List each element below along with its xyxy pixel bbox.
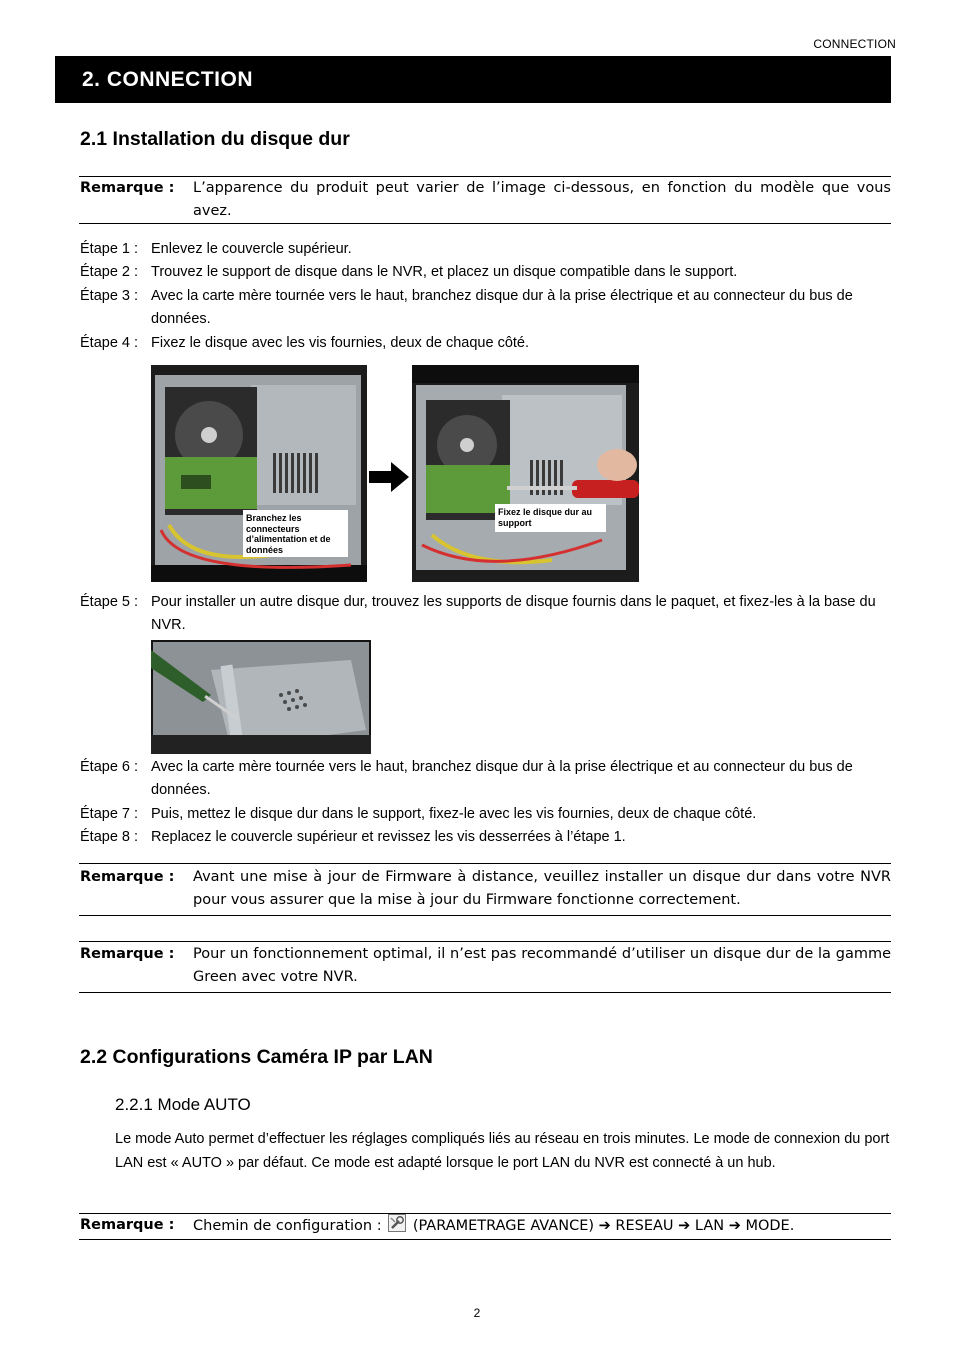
photo-bracket-install bbox=[151, 640, 371, 754]
step-number: Étape 4 : bbox=[80, 335, 139, 351]
step-text: Avec la carte mère tournée vers le haut, branchez disque dur à la prise électrique et au connecteur du bus de données. bbox=[151, 759, 853, 798]
note-appearance bbox=[79, 176, 891, 224]
arrow-right-icon bbox=[369, 462, 409, 492]
step-number: Étape 3 : bbox=[80, 288, 139, 304]
page-number: 2 bbox=[473, 1306, 481, 1320]
note-text: L’apparence du produit peut varier de l’image ci-dessous, en fonction du modèle que vous avez. bbox=[193, 180, 891, 219]
photo-hdd-screwing-illustration bbox=[412, 365, 639, 582]
note-label: Remarque : bbox=[80, 1217, 175, 1233]
step-number: Étape 1 : bbox=[80, 241, 139, 257]
step-text: Pour installer un autre disque dur, trouvez les supports de disque fournis dans le paquet, et fixez-les à la base du NVR. bbox=[151, 594, 876, 633]
note-label: Remarque : bbox=[80, 946, 175, 962]
chapter-banner bbox=[55, 56, 891, 103]
photo-bracket-illustration bbox=[151, 640, 371, 754]
note-firmware bbox=[79, 863, 891, 916]
step-5 bbox=[80, 591, 890, 637]
callout-connectors: Branchez les connecteurs d’alimentation et de données bbox=[243, 510, 348, 557]
step-3 bbox=[80, 285, 890, 331]
settings-tool-icon bbox=[388, 1214, 406, 1232]
config-path-prefix: Chemin de configuration : bbox=[193, 1218, 382, 1234]
subsection-title: 2.2.1 Mode AUTO bbox=[115, 1095, 251, 1114]
note-text: Avant une mise à jour de Firmware à distance, veuillez installer un disque dur dans votre NVR pour vous assurer que la mise à jour du Firmware fonctionne correctement. bbox=[193, 869, 891, 908]
step-text: Fixez le disque avec les vis fournies, deux de chaque côté. bbox=[151, 335, 530, 351]
photo-hdd-screwing bbox=[412, 365, 639, 582]
note-green-hdd bbox=[79, 941, 891, 993]
step-7 bbox=[80, 803, 890, 826]
config-path bbox=[193, 1214, 891, 1238]
note-label: Remarque : bbox=[80, 180, 175, 196]
step-2 bbox=[80, 261, 890, 284]
auto-mode-paragraph: Le mode Auto permet d’effectuer les réglages compliqués liés au réseau en trois minutes. Le mode de connexion du port LAN est « AUTO » par défaut. Ce mode est adapté lorsque le port LAN du NVR est connecté à un hub. bbox=[115, 1131, 890, 1171]
step-text: Replacez le couvercle supérieur et revissez les vis desserrées à l’étape 1. bbox=[151, 829, 626, 845]
step-number: Étape 6 : bbox=[80, 759, 139, 775]
section-title-lan: 2.2 Configurations Caméra IP par LAN bbox=[80, 1046, 433, 1068]
step-text: Enlevez le couvercle supérieur. bbox=[151, 241, 352, 257]
config-path-advanced: (PARAMETRAGE AVANCE) bbox=[412, 1218, 595, 1234]
step-number: Étape 7 : bbox=[80, 806, 139, 822]
running-head: CONNECTION bbox=[813, 37, 896, 51]
step-8 bbox=[80, 826, 890, 849]
section-title-hdd: 2.1 Installation du disque dur bbox=[80, 128, 350, 150]
note-label: Remarque : bbox=[80, 869, 175, 885]
config-path-mode: MODE. bbox=[745, 1218, 795, 1234]
arrow-right-icon: ➔ bbox=[598, 1218, 611, 1234]
arrow-right-icon: ➔ bbox=[728, 1218, 741, 1234]
chapter-title: 2. CONNECTION bbox=[82, 68, 254, 91]
arrow-right-icon: ➔ bbox=[678, 1218, 691, 1234]
note-config-path bbox=[79, 1213, 891, 1240]
config-path-lan: LAN bbox=[694, 1218, 725, 1234]
step-text: Avec la carte mère tournée vers le haut, branchez disque dur à la prise électrique et au connecteur du bus de données. bbox=[151, 288, 853, 327]
step-number: Étape 2 : bbox=[80, 264, 139, 280]
step-4 bbox=[80, 332, 890, 355]
callout-fix-hdd: Fixez le disque dur au support bbox=[495, 504, 606, 532]
step-number: Étape 5 : bbox=[80, 594, 139, 610]
photo-hdd-connectors bbox=[151, 365, 367, 582]
step-1 bbox=[80, 238, 890, 261]
step-number: Étape 8 : bbox=[80, 829, 139, 845]
step-text: Puis, mettez le disque dur dans le support, fixez-le avec les vis fournies, deux de chaque côté. bbox=[151, 806, 757, 822]
step-text: Trouvez le support de disque dans le NVR, et placez un disque compatible dans le support. bbox=[151, 264, 738, 280]
config-path-network: RESEAU bbox=[615, 1218, 674, 1234]
step-6 bbox=[80, 756, 890, 802]
note-text: Pour un fonctionnement optimal, il n’est pas recommandé d’utiliser un disque dur de la gamme Green avec votre NVR. bbox=[193, 946, 891, 985]
